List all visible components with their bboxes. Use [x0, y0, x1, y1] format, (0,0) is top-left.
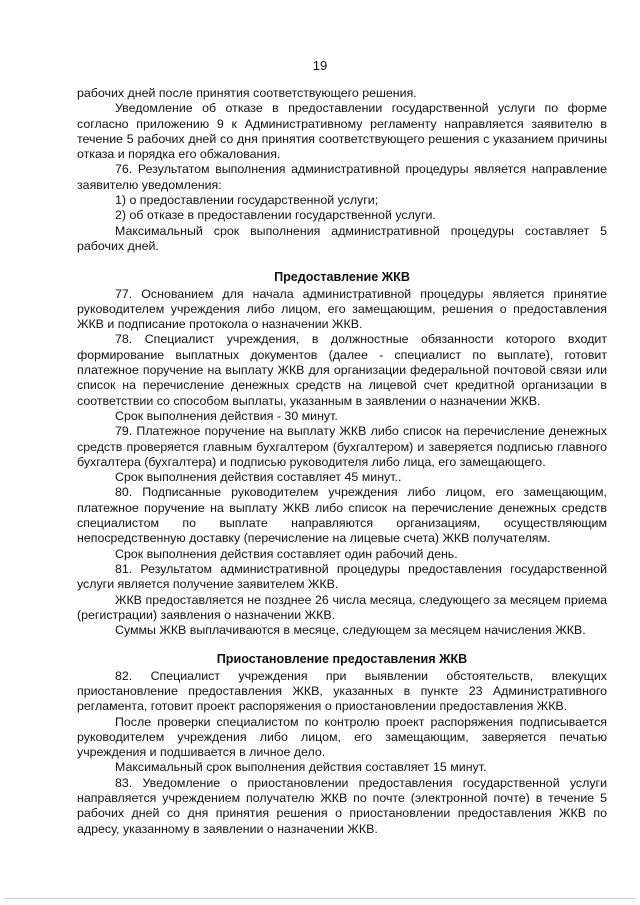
- paragraph: 80. Подписанные руководителем учреждения либо лицом, его замещающим, платежное поручение на выплату ЖКВ либо список на перечисление денежных средств специалистом по выплате направляются организациям, осуществляющим непосредственную доставку (перечисление на лицевые счета) ЖКВ получателям.: [77, 485, 607, 546]
- paragraph: Максимальный срок выполнения административной процедуры составляет 5 рабочих дней.: [77, 223, 607, 253]
- paragraph: 78. Специалист учреждения, в должностные обязанности которого входит формирование выплатных документов (далее - специалист по выплате), готовит платежное поручение на выплату ЖКВ для организации федеральной почтовой связи или список на перечисление денежных средств на лицевой счет кредитной организации в соответствии со способом выплаты, указанным в заявлении о назначении ЖКВ.: [77, 332, 607, 408]
- paragraph: 81. Результатом административной процедуры предоставления государственной услуги является получение заявителем ЖКВ.: [77, 561, 607, 592]
- paragraph: После проверки специалистом по контролю проект распоряжения подписывается руководителем учреждения либо лицом, его замещающим, заверяется печатью учреждения и подшивается в личное дело.: [77, 714, 607, 760]
- paragraph: 77. Основанием для начала административной процедуры является принятие руководителем учреждения либо лицом, его замещающим, решения о предоставления ЖКВ и подписание протокола о назначении ЖКВ.: [77, 286, 607, 332]
- list-item: 2) об отказе в предоставлении государственной услуги.: [115, 208, 436, 223]
- paragraph: Срок выполнения действия составляет 45 минут..: [115, 470, 402, 485]
- page-number: 19: [312, 58, 328, 73]
- paragraph: Максимальный срок выполнения действия составляет 15 минут.: [115, 760, 487, 775]
- paragraph: 82. Специалист учреждения при выявлении обстоятельств, влекущих приостановление предоставления ЖКВ, указанных в пункте 23 Административного регламента, готовит проект распоряжения о приостановлении предоставления ЖКВ.: [77, 668, 607, 714]
- paragraph: 83. Уведомление о приостановлении предоставления государственной услуги направляется учреждением получателю ЖКВ по почте (электронной почте) в течение 5 рабочих дней со дня принятия решения о приостановлении предоставления ЖКВ по адресу, указанному в заявлении о назначении ЖКВ.: [77, 775, 607, 836]
- paragraph: 79. Платежное поручение на выплату ЖКВ либо список на перечисление денежных средств проверяется главным бухгалтером (бухгалтером) и заверяется подписью главного бухгалтера (бухгалтера) и подписью руководителя либо лица, его замещающего.: [77, 424, 607, 469]
- list-item: 1) о предоставлении государственной услуги;: [115, 193, 379, 208]
- paragraph: 76. Результатом выполнения административной процедуры является направление заявителю уведомления:: [77, 162, 607, 192]
- paragraph: Суммы ЖКВ выплачиваются в месяце, следующем за месяцем начисления ЖКВ.: [115, 623, 586, 638]
- paragraph: Уведомление об отказе в предоставлении государственной услуги по форме согласно приложению 9 к Административному регламенту направляется заявителю в течение 5 рабочих дней со дня принятия соответствующего решения с указанием причины отказа и порядка его обжалования.: [77, 101, 607, 162]
- section-heading: Приостановление предоставления ЖКВ: [216, 652, 468, 667]
- paragraph: Срок выполнения действия составляет один рабочий день.: [115, 546, 458, 561]
- paragraph: ЖКВ предоставляется не позднее 26 числа месяца, следующего за месяцем приема (регистрации) заявления о назначении ЖКВ.: [77, 592, 607, 622]
- page-edge-divider: [4, 898, 636, 899]
- paragraph: рабочих дней после принятия соответствующего решения.: [77, 86, 417, 100]
- document-body: [77, 86, 607, 837]
- paragraph: Срок выполнения действия - 30 минут.: [115, 408, 338, 423]
- section-heading: Предоставление ЖКВ: [274, 270, 410, 285]
